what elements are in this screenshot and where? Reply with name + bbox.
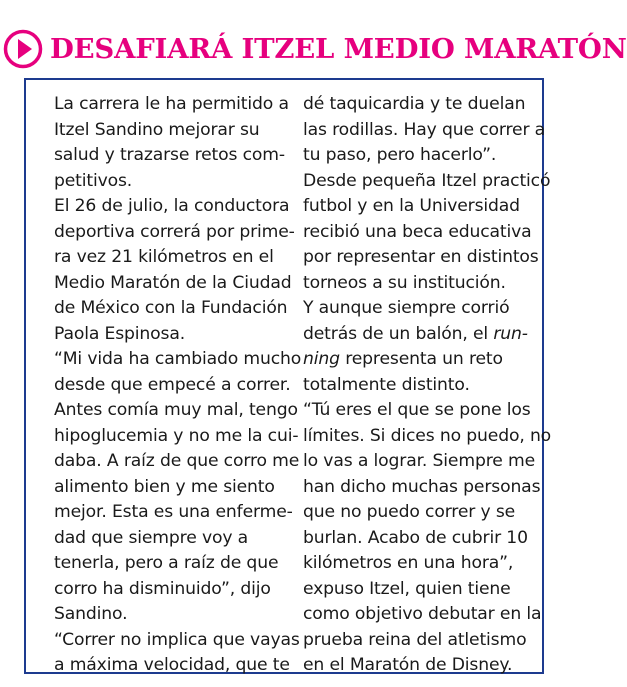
text-line: deportiva correrá por prime- xyxy=(54,221,295,242)
text-line: Y aunque siempre corrió xyxy=(303,298,510,318)
paragraph-quote-running-start xyxy=(54,628,300,679)
text-fragment: detrás de un balón, el xyxy=(303,323,489,344)
text-line: a máxima velocidad, que te xyxy=(54,655,290,675)
text-line: alimento bien y me siento xyxy=(54,476,275,497)
paragraph-quote-limits xyxy=(303,398,552,679)
text-line: dé taquicardia y te duelan xyxy=(303,94,526,114)
text-line: lo vas a lograr. Siempre me xyxy=(303,451,535,471)
text-line: dad que siempre voy a xyxy=(54,527,249,548)
text-line: futbol y en la Universidad xyxy=(303,196,520,216)
text-line: totalmente distinto. xyxy=(303,374,470,395)
text-line: torneos a su institución. xyxy=(303,272,506,293)
headline: DESAFIARÁ ITZEL MEDIO MARATÓN xyxy=(50,33,627,65)
text-line xyxy=(303,322,539,348)
text-line: “Tú eres el que se pone los xyxy=(303,400,531,420)
text-line: ra vez 21 kilómetros en el xyxy=(54,247,274,267)
text-line: Sandino. xyxy=(54,604,128,624)
text-line: hipoglucemia y no me la cui- xyxy=(54,425,299,446)
text-line: tu paso, pero hacerlo”. xyxy=(303,145,497,165)
article-header xyxy=(0,26,627,76)
text-line: “Mi vida ha cambiado mucho xyxy=(54,349,302,369)
text-line: Medio Maratón de la Ciudad xyxy=(54,272,292,293)
text-line: recibió una beca educativa xyxy=(303,221,532,242)
text-line: en el Maratón de Disney. xyxy=(303,655,513,675)
text-line: han dicho muchas personas xyxy=(303,476,541,497)
text-line: como objetivo debutar en la xyxy=(303,604,542,624)
paragraph-quote-running-end xyxy=(303,92,546,169)
text-line: burlan. Acabo de cubrir 10 xyxy=(303,527,528,548)
arrow-right-circle-icon xyxy=(2,28,44,70)
italic-word: run- xyxy=(493,323,528,344)
text-line: las rodillas. Hay que correr a xyxy=(303,119,546,140)
text-line: Itzel Sandino mejorar su xyxy=(54,119,260,140)
right-column xyxy=(303,92,552,679)
text-line: que no puedo correr y se xyxy=(303,502,516,522)
text-line: Paola Espinosa. xyxy=(54,323,186,344)
paragraph-intro xyxy=(54,92,292,194)
text-line: mejor. Esta es una enferme- xyxy=(54,502,293,522)
text-line: por representar en distintos xyxy=(303,247,539,267)
text-line: petitivos. xyxy=(54,170,133,191)
text-line: expuso Itzel, quien tiene xyxy=(303,578,511,599)
text-line: kilómetros en una hora”, xyxy=(303,553,514,573)
text-line: tenerla, pero a raíz de que xyxy=(54,553,279,573)
paragraph-football xyxy=(303,169,551,297)
text-fragment: representa un reto xyxy=(345,349,503,369)
text-line: “Correr no implica que vayas xyxy=(54,629,300,650)
text-line: daba. A raíz de que corro me xyxy=(54,451,300,471)
text-line: La carrera le ha permitido a xyxy=(54,94,289,114)
text-line: desde que empecé a correr. xyxy=(54,374,291,395)
text-line: prueba reina del atletismo xyxy=(303,629,527,650)
text-line xyxy=(303,347,539,373)
text-line: corro ha disminuido”, dijo xyxy=(54,578,271,599)
paragraph-running-challenge xyxy=(303,296,539,398)
text-line: límites. Si dices no puedo, no xyxy=(303,425,552,446)
italic-word: ning xyxy=(303,349,340,369)
paragraph-race-date xyxy=(54,194,295,347)
article-box xyxy=(24,78,552,675)
text-line: Antes comía muy mal, tengo xyxy=(54,400,298,420)
text-line: Desde pequeña Itzel practicó xyxy=(303,170,551,191)
text-line: El 26 de julio, la conductora xyxy=(54,196,290,216)
text-line: salud y trazarse retos com- xyxy=(54,145,285,165)
text-line: de México con la Fundación xyxy=(54,298,288,318)
left-column xyxy=(54,92,302,679)
paragraph-quote-life xyxy=(54,347,302,628)
